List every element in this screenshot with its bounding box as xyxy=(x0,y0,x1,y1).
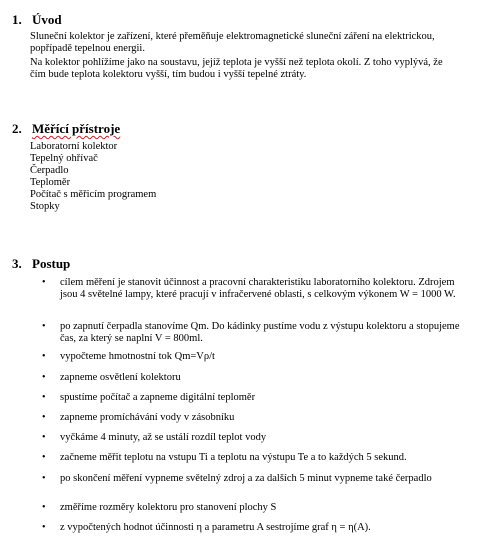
list-item-text: cílem měření je stanovit účinnost a pracovní charakteristiku laboratorního kolektoru. Zdrojem jsou 4 světelné lampy, které pracují v infračervené oblasti, s celkovým výkonem W = 1000 W. xyxy=(60,277,456,300)
bullet-icon: • xyxy=(42,432,46,443)
list-item: Teploměr xyxy=(30,177,71,188)
section-title: Úvod xyxy=(32,12,62,27)
list-item: Laboratorní kolektor xyxy=(30,141,118,152)
bullet-icon: • xyxy=(42,351,46,362)
bullet-icon: • xyxy=(42,452,46,463)
list-item-text: začneme měřit teplotu na vstupu Ti a teplotu na výstupu Te a to každých 5 sekund. xyxy=(60,452,407,463)
section-number: 2. xyxy=(12,121,22,136)
section-heading-uvod xyxy=(12,12,62,27)
intro-paragraph-1: Sluneční kolektor je zařízení, které přeměňuje elektromagnetické sluneční záření na elektrickou, popřípadě tepelnou energii. xyxy=(30,31,435,54)
list-item-text: spustíme počítač a zapneme digitální teploměr xyxy=(60,392,256,403)
bullet-icon: • xyxy=(42,277,46,288)
section-title: Měřící přístroje xyxy=(32,121,121,136)
instrument-list xyxy=(30,141,156,213)
list-item-text: vyčkáme 4 minuty, až se ustálí rozdíl teplot vody xyxy=(60,432,267,443)
bullet-icon: • xyxy=(42,372,46,383)
section-heading-postup xyxy=(12,256,70,271)
bullet-icon: • xyxy=(42,412,46,423)
list-item-text: po zapnutí čerpadla stanovíme Qm. Do kádinky pustíme vodu z výstupu kolektoru a stopujeme čas, za který se naplní V = 800ml. xyxy=(60,321,460,344)
list-item: Tepelný ohřívač xyxy=(30,153,98,164)
list-item: Počítač s měřicím programem xyxy=(30,189,157,200)
list-item-text: změříme rozměry kolektoru pro stanovení plochy S xyxy=(60,502,277,513)
list-item-text: zapneme osvětlení kolektoru xyxy=(60,372,181,383)
list-item-text: po skončení měření vypneme světelný zdroj a za dalších 5 minut vypneme také čerpadlo xyxy=(60,473,432,484)
list-item: Stopky xyxy=(30,201,60,212)
intro-paragraph-2: Na kolektor pohlížíme jako na soustavu, jejíž teplota je vyšší než teplota okolí. Z toho vyplývá, že čím bude teplota kolektoru vyšší, tím budou i vyšší tepelné ztráty. xyxy=(30,57,443,80)
section-heading-merici-pristroje xyxy=(12,121,120,136)
bullet-icon: • xyxy=(42,321,46,332)
section-number: 1. xyxy=(12,12,22,27)
bullet-icon: • xyxy=(42,522,46,533)
bullet-icon: • xyxy=(42,502,46,513)
list-item: Čerpadlo xyxy=(30,165,69,176)
list-item-text: z vypočtených hodnot účinnosti η a parametru A sestrojíme graf η = η(A). xyxy=(60,522,371,533)
list-item-text: vypočteme hmotnostní tok Qm=Vρ/t xyxy=(60,351,215,362)
section-title: Postup xyxy=(32,256,71,271)
bullet-icon: • xyxy=(42,473,46,484)
section-number: 3. xyxy=(12,256,22,271)
bullet-icon: • xyxy=(42,392,46,403)
list-item-text: zapneme promíchávání vody v zásobníku xyxy=(60,412,235,423)
